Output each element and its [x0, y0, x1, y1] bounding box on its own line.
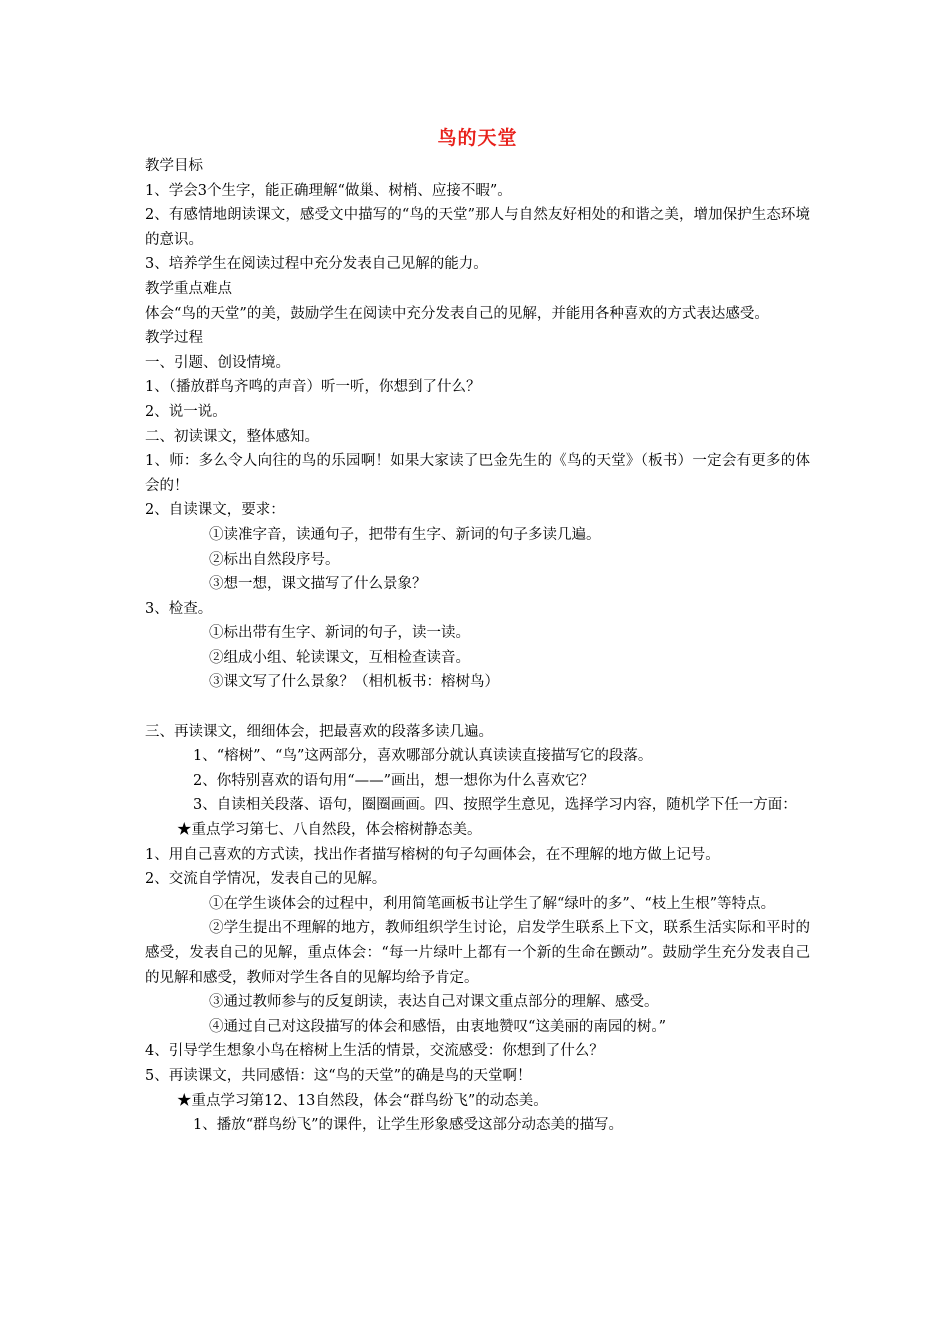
- section-heading: 三、再读课文，细细体会，把最喜欢的段落多读几遍。: [145, 723, 493, 740]
- sub-item: ②标出自然段序号。: [209, 551, 340, 568]
- document-page: [145, 124, 810, 1138]
- heading-teaching-process: 教学过程: [145, 330, 203, 347]
- goal-item: 3、培养学生在阅读过程中充分发表自己见解的能力。: [145, 256, 488, 273]
- key-points-text: 体会“鸟的天堂”的美，鼓励学生在阅读中充分发表自己的见解，并能用各种喜欢的方式表达感受。: [145, 305, 769, 322]
- sub-item: ②学生提出不理解的地方，教师组织学生讨论，启发学生联系上下文，联系生活实际和平时的感受，发表自己的见解，重点体会：“每一片绿叶上都有一个新的生命在颤动”。鼓励学生充分发表自己的见解和感受，教师对学生各自的见解均给予肯定。: [145, 920, 810, 986]
- process-item: 1、“榕树”、“鸟”这两部分，喜欢哪部分就认真读读直接描写它的段落。: [193, 748, 653, 765]
- sub-item: ④通过自己对这段描写的体会和感悟，由衷地赞叹“这美丽的南园的树。”: [209, 1018, 667, 1035]
- sub-item: ①读准字音，读通句子，把带有生字、新词的句子多读几遍。: [209, 526, 601, 543]
- focus-heading: ★重点学习第七、八自然段，体会榕树静态美。: [177, 822, 482, 839]
- goal-item: 2、有感情地朗读课文，感受文中描写的“鸟的天堂”那人与自然友好相处的和谐之美，增加保护生态环境的意识。: [145, 207, 810, 248]
- process-item: 1、用自己喜欢的方式读，找出作者描写榕树的句子勾画体会，在不理解的地方做上记号。: [145, 846, 720, 863]
- document-title: 鸟的天堂: [437, 127, 518, 149]
- heading-key-points: 教学重点难点: [145, 280, 232, 297]
- process-item: 2、交流自学情况，发表自己的见解。: [145, 871, 387, 888]
- sub-item: ②组成小组、轮读课文，互相检查读音。: [209, 649, 470, 666]
- focus-heading: ★重点学习第12、13自然段，体会“群鸟纷飞”的动态美。: [177, 1092, 548, 1109]
- process-item: 5、再读课文，共同感悟：这“鸟的天堂”的确是鸟的天堂啊！: [145, 1067, 532, 1084]
- process-item: 1、播放“群鸟纷飞”的课件，让学生形象感受这部分动态美的描写。: [193, 1117, 624, 1134]
- sub-item: ①标出带有生字、新词的句子，读一读。: [209, 625, 470, 642]
- process-item: 1、（播放群鸟齐鸣的声音）听一听，你想到了什么？: [145, 379, 481, 396]
- process-item: 2、你特别喜欢的语句用“——”画出，想一想你为什么喜欢它？: [193, 772, 595, 789]
- sub-item: ①在学生谈体会的过程中，利用简笔画板书让学生了解“绿叶的多”、“枝上生根”等特点。: [209, 895, 776, 912]
- process-item: 3、检查。: [145, 600, 213, 617]
- section-heading: 二、初读课文，整体感知。: [145, 428, 319, 445]
- process-item: 2、说一说。: [145, 403, 227, 420]
- sub-item: ③通过教师参与的反复朗读，表达自己对课文重点部分的理解、感受。: [209, 994, 659, 1011]
- sub-item: ③课文写了什么景象？（相机板书：榕树鸟）: [209, 674, 499, 691]
- sub-item: ③想一想，课文描写了什么景象？: [209, 576, 427, 593]
- section-heading: 一、引题、创设情境。: [145, 354, 290, 371]
- goal-item: 1、学会3个生字，能正确理解“做巢、树梢、应接不暇”。: [145, 182, 512, 199]
- blank-line: [145, 695, 810, 720]
- process-item: 1、师：多么令人向往的鸟的乐园啊！如果大家读了巴金先生的《鸟的天堂》（板书）一定会有更多的体会的！: [145, 453, 810, 494]
- process-item: 3、自读相关段落、语句，圈圈画画。四、按照学生意见，选择学习内容，随机学下任一方面：: [193, 797, 797, 814]
- heading-teaching-goals: 教学目标: [145, 158, 203, 174]
- process-item: 4、引导学生想象小鸟在榕树上生活的情景，交流感受：你想到了什么？: [145, 1043, 604, 1060]
- process-item: 2、自读课文，要求：: [145, 502, 285, 519]
